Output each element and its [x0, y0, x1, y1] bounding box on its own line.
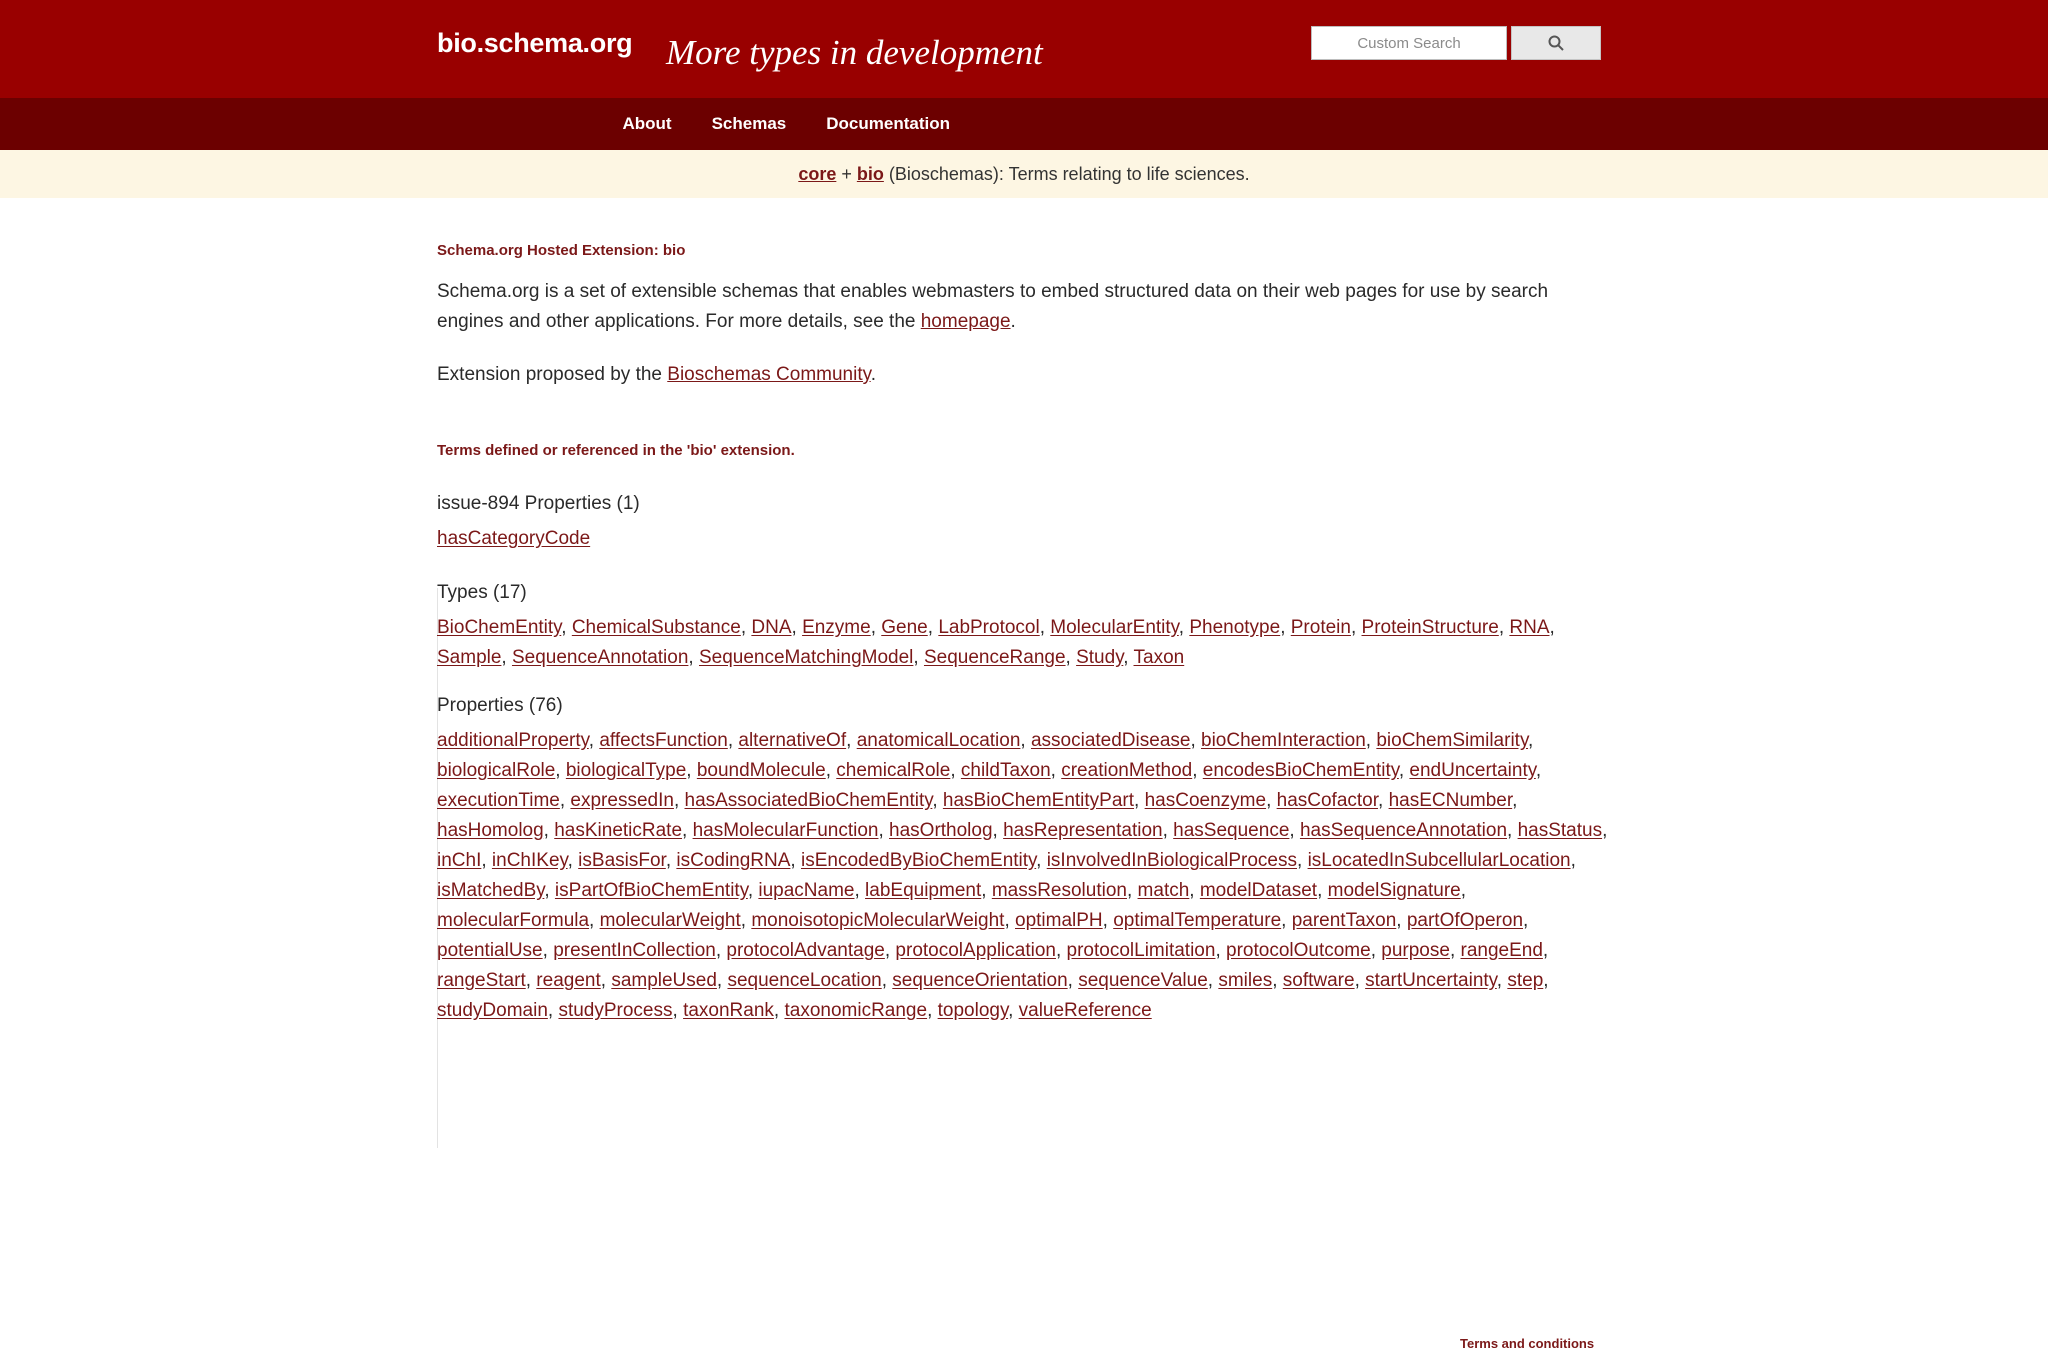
- term-link[interactable]: boundMolecule: [696, 760, 826, 781]
- terms-panel: [437, 442, 1617, 1048]
- term-separator: ,: [1378, 790, 1389, 811]
- terms-section-properties: [437, 695, 1617, 1026]
- term-link[interactable]: hasCofactor: [1276, 790, 1379, 811]
- term-separator: ,: [1055, 940, 1067, 961]
- search-form: [1311, 26, 1601, 60]
- term-link[interactable]: ProteinStructure: [1361, 617, 1499, 638]
- term-separator: ,: [1396, 910, 1407, 931]
- breadcrumb-link-bio[interactable]: bio: [856, 163, 884, 184]
- term-separator: ,: [1297, 850, 1308, 871]
- term-separator: ,: [673, 790, 685, 811]
- term-link-list-properties: [437, 726, 1617, 1026]
- term-separator: ,: [884, 940, 896, 961]
- term-link[interactable]: smiles: [1218, 970, 1273, 991]
- term-separator: ,: [1289, 820, 1300, 841]
- term-link[interactable]: match: [1137, 880, 1190, 901]
- term-link[interactable]: alternativeOf: [738, 730, 847, 751]
- term-separator: ,: [501, 647, 512, 668]
- section-title: issue-894 Properties (1): [437, 493, 640, 514]
- term-separator: ,: [1126, 880, 1138, 901]
- term-link[interactable]: hasOrtholog: [889, 820, 993, 841]
- term-separator: ,: [1528, 730, 1534, 751]
- term-separator: ,: [1543, 970, 1549, 991]
- section-title: Properties (76): [437, 695, 563, 716]
- term-link[interactable]: Gene: [881, 617, 928, 638]
- term-link[interactable]: reagent: [536, 970, 601, 991]
- term-link[interactable]: additionalProperty: [437, 730, 589, 751]
- term-separator: ,: [561, 617, 572, 638]
- term-link[interactable]: monoisotopicMolecularWeight: [751, 910, 1005, 931]
- term-separator: ,: [727, 730, 739, 751]
- breadcrumb-link-core[interactable]: core: [798, 163, 837, 184]
- term-link[interactable]: associatedDisease: [1030, 730, 1191, 751]
- term-link[interactable]: hasRepresentation: [1003, 820, 1163, 841]
- term-separator: ,: [589, 910, 600, 931]
- proposer-text: Extension proposed by the: [437, 364, 668, 385]
- term-separator: ,: [1535, 760, 1542, 781]
- term-separator: ,: [846, 730, 857, 751]
- term-link[interactable]: DNA: [751, 617, 792, 638]
- term-link[interactable]: childTaxon: [960, 760, 1051, 781]
- term-separator: ,: [567, 850, 579, 871]
- term-separator: ,: [1272, 970, 1283, 991]
- intro-paragraph-end: .: [1010, 311, 1016, 332]
- term-separator: ,: [600, 970, 612, 991]
- term-separator: ,: [1050, 760, 1062, 781]
- term-separator: ,: [559, 790, 571, 811]
- term-separator: ,: [1020, 730, 1031, 751]
- term-link[interactable]: SequenceAnnotation: [511, 647, 689, 668]
- term-link[interactable]: optimalPH: [1015, 910, 1103, 931]
- term-link[interactable]: modelDataset: [1199, 880, 1318, 901]
- term-separator: ,: [543, 820, 555, 841]
- term-separator: ,: [1570, 850, 1576, 871]
- nav-item-about[interactable]: About: [622, 114, 672, 133]
- term-link[interactable]: MolecularEntity: [1050, 617, 1179, 638]
- term-link[interactable]: chemicalRole: [836, 760, 951, 781]
- term-link[interactable]: labEquipment: [865, 880, 982, 901]
- term-separator: ,: [950, 760, 961, 781]
- term-link[interactable]: BioChemEntity: [437, 617, 562, 638]
- proposer-text-end: .: [870, 364, 876, 385]
- term-link[interactable]: expressedIn: [570, 790, 674, 811]
- term-separator: ,: [992, 820, 1004, 841]
- site-header: [0, 0, 2048, 98]
- term-separator: ,: [682, 820, 693, 841]
- term-link[interactable]: sequenceOrientation: [892, 970, 1068, 991]
- term-separator: ,: [1281, 910, 1292, 931]
- term-link[interactable]: biologicalType: [565, 760, 687, 781]
- term-separator: ,: [1189, 880, 1200, 901]
- term-link[interactable]: inChIKey: [491, 850, 568, 871]
- term-link[interactable]: optimalTemperature: [1113, 910, 1282, 931]
- nav-item-documentation[interactable]: Documentation: [826, 114, 950, 133]
- term-link[interactable]: Taxon: [1133, 647, 1185, 668]
- footer-note: Terms and conditions: [1460, 1336, 1595, 1351]
- term-link[interactable]: rangeEnd: [1460, 940, 1543, 961]
- term-separator: ,: [1460, 880, 1467, 901]
- term-separator: ,: [547, 1000, 559, 1021]
- search-input[interactable]: [1311, 26, 1507, 60]
- term-separator: ,: [870, 617, 882, 638]
- term-separator: ,: [1192, 760, 1203, 781]
- term-separator: ,: [688, 647, 699, 668]
- site-logo[interactable]: bio.schema.org: [437, 28, 633, 58]
- term-link[interactable]: studyDomain: [437, 1000, 548, 1021]
- term-separator: ,: [1549, 617, 1555, 638]
- term-link[interactable]: hasMolecularFunction: [692, 820, 879, 841]
- term-link[interactable]: protocolOutcome: [1226, 940, 1371, 961]
- term-separator: ,: [1350, 617, 1362, 638]
- homepage-link[interactable]: homepage: [920, 311, 1011, 332]
- section-title: Types (17): [437, 582, 527, 603]
- term-link[interactable]: inChI: [437, 850, 482, 871]
- term-separator: ,: [555, 760, 566, 781]
- term-link[interactable]: hasECNumber: [1388, 790, 1513, 811]
- breadcrumb-plus: +: [836, 163, 857, 184]
- term-separator: ,: [790, 850, 801, 871]
- term-link[interactable]: SequenceMatchingModel: [698, 647, 914, 668]
- term-separator: ,: [1602, 820, 1608, 841]
- term-separator: ,: [1498, 617, 1510, 638]
- term-separator: ,: [854, 880, 866, 901]
- term-link[interactable]: Sample: [437, 647, 502, 668]
- term-separator: ,: [481, 850, 492, 871]
- intro-block: [437, 242, 1657, 413]
- term-link[interactable]: startUncertainty: [1365, 970, 1497, 991]
- term-separator: ,: [544, 880, 555, 901]
- term-separator: ,: [791, 617, 803, 638]
- intro-paragraph-text: Schema.org is a set of extensible schemas that enables webmasters to embed structured data on their web pages for use by search engines and other applications. For more details, see the: [437, 281, 1549, 332]
- term-link[interactable]: RNA: [1509, 617, 1550, 638]
- term-separator: ,: [1036, 850, 1047, 871]
- term-link[interactable]: parentTaxon: [1291, 910, 1397, 931]
- term-link[interactable]: sequenceValue: [1078, 970, 1208, 991]
- term-link[interactable]: biologicalRole: [437, 760, 556, 781]
- term-separator: ,: [1398, 760, 1410, 781]
- term-separator: ,: [542, 940, 554, 961]
- term-link[interactable]: protocolAdvantage: [726, 940, 885, 961]
- term-link[interactable]: sampleUsed: [611, 970, 717, 991]
- term-separator: ,: [1162, 820, 1174, 841]
- term-link[interactable]: isLocatedInSubcellularLocation: [1307, 850, 1571, 871]
- term-link[interactable]: modelSignature: [1327, 880, 1461, 901]
- term-separator: ,: [747, 880, 759, 901]
- term-separator: ,: [1123, 647, 1134, 668]
- term-separator: ,: [1004, 910, 1015, 931]
- term-link[interactable]: encodesBioChemEntity: [1202, 760, 1399, 781]
- term-separator: ,: [1008, 1000, 1019, 1021]
- main-content: [0, 198, 2048, 1351]
- terms-section-types: [437, 582, 1617, 673]
- term-link[interactable]: partOfOperon: [1406, 910, 1524, 931]
- term-link[interactable]: executionTime: [437, 790, 560, 811]
- main-navbar: [0, 98, 2048, 150]
- terms-section-issue894: [437, 493, 1617, 554]
- term-link[interactable]: Protein: [1290, 617, 1351, 638]
- search-button[interactable]: [1511, 26, 1601, 60]
- terms-panel-header: Terms defined or referenced in the 'bio' extension.: [437, 442, 795, 459]
- term-link[interactable]: bioChemInteraction: [1201, 730, 1366, 751]
- term-separator: ,: [665, 850, 677, 871]
- term-link[interactable]: isCodingRNA: [676, 850, 791, 871]
- term-separator: ,: [740, 910, 752, 931]
- term-separator: ,: [1449, 940, 1461, 961]
- term-separator: ,: [1496, 970, 1508, 991]
- term-separator: ,: [1542, 940, 1549, 961]
- term-link[interactable]: presentInCollection: [553, 940, 716, 961]
- term-separator: ,: [715, 940, 727, 961]
- term-link[interactable]: affectsFunction: [599, 730, 728, 751]
- term-link[interactable]: taxonRank: [683, 1000, 774, 1021]
- term-separator: ,: [981, 880, 992, 901]
- term-link[interactable]: hasBioChemEntityPart: [942, 790, 1135, 811]
- term-link[interactable]: isInvolvedInBiologicalProcess: [1046, 850, 1297, 871]
- term-link[interactable]: hasKineticRate: [554, 820, 683, 841]
- term-separator: ,: [881, 970, 893, 991]
- term-link[interactable]: Study: [1076, 647, 1124, 668]
- term-separator: ,: [1067, 970, 1079, 991]
- term-separator: ,: [1039, 617, 1051, 638]
- term-link[interactable]: LabProtocol: [938, 617, 1040, 638]
- term-link[interactable]: hasAssociatedBioChemEntity: [684, 790, 933, 811]
- term-link[interactable]: studyProcess: [558, 1000, 673, 1021]
- term-separator: ,: [825, 760, 837, 781]
- term-link[interactable]: Enzyme: [802, 617, 871, 638]
- term-separator: ,: [927, 1000, 938, 1021]
- term-separator: ,: [740, 617, 752, 638]
- term-link[interactable]: molecularFormula: [437, 910, 590, 931]
- intro-paragraph: [437, 277, 1592, 337]
- term-link[interactable]: rangeStart: [437, 970, 526, 991]
- term-separator: ,: [1523, 910, 1529, 931]
- term-separator: ,: [672, 1000, 684, 1021]
- term-link[interactable]: molecularWeight: [599, 910, 741, 931]
- term-separator: ,: [878, 820, 890, 841]
- term-link[interactable]: isPartOfBioChemEntity: [554, 880, 748, 901]
- term-separator: ,: [773, 1000, 785, 1021]
- term-link[interactable]: anatomicalLocation: [856, 730, 1021, 751]
- term-link[interactable]: taxonomicRange: [784, 1000, 928, 1021]
- term-link[interactable]: isEncodedByBioChemEntity: [800, 850, 1037, 871]
- search-icon: [1547, 34, 1565, 52]
- term-separator: ,: [913, 647, 924, 668]
- term-link[interactable]: SequenceRange: [923, 647, 1066, 668]
- term-link[interactable]: endUncertainty: [1409, 760, 1536, 781]
- term-link[interactable]: hasSequenceAnnotation: [1299, 820, 1508, 841]
- term-link[interactable]: hasHomolog: [437, 820, 544, 841]
- term-separator: ,: [1190, 730, 1202, 751]
- slide-caption: More types in development: [666, 33, 1043, 72]
- term-link-list-types: [437, 613, 1617, 673]
- term-link[interactable]: creationMethod: [1061, 760, 1193, 781]
- breadcrumb-band: [0, 150, 2048, 198]
- term-link[interactable]: valueReference: [1018, 1000, 1152, 1021]
- term-link-list-issue894: [437, 524, 1617, 554]
- term-separator: ,: [1266, 790, 1277, 811]
- term-link[interactable]: protocolLimitation: [1066, 940, 1216, 961]
- term-link[interactable]: iupacName: [758, 880, 855, 901]
- extension-label: Schema.org Hosted Extension: bio: [437, 242, 686, 259]
- term-separator: ,: [1065, 647, 1077, 668]
- term-separator: ,: [588, 730, 600, 751]
- bioschemas-community-link[interactable]: Bioschemas Community: [667, 364, 871, 385]
- term-separator: ,: [1365, 730, 1377, 751]
- term-separator: ,: [1207, 970, 1219, 991]
- term-link[interactable]: hasCategoryCode: [437, 528, 591, 549]
- nav-items: [603, 98, 971, 150]
- term-separator: ,: [1134, 790, 1145, 811]
- term-separator: ,: [1215, 940, 1227, 961]
- nav-item-schemas[interactable]: Schemas: [711, 114, 787, 133]
- term-separator: ,: [1370, 940, 1382, 961]
- term-link[interactable]: isBasisFor: [578, 850, 666, 871]
- term-separator: ,: [1317, 880, 1328, 901]
- term-separator: ,: [1102, 910, 1114, 931]
- term-link[interactable]: step: [1507, 970, 1544, 991]
- term-separator: ,: [1512, 790, 1518, 811]
- term-link[interactable]: Phenotype: [1189, 617, 1281, 638]
- breadcrumb: [798, 164, 1249, 185]
- term-link[interactable]: ChemicalSubstance: [571, 617, 741, 638]
- term-separator: ,: [686, 760, 697, 781]
- term-separator: ,: [716, 970, 728, 991]
- term-separator: ,: [525, 970, 537, 991]
- term-link[interactable]: protocolApplication: [895, 940, 1056, 961]
- term-link[interactable]: purpose: [1381, 940, 1450, 961]
- proposer-paragraph: [437, 360, 1592, 390]
- term-link[interactable]: isMatchedBy: [437, 880, 545, 901]
- term-link[interactable]: hasStatus: [1517, 820, 1603, 841]
- term-separator: ,: [1507, 820, 1518, 841]
- term-link[interactable]: massResolution: [991, 880, 1127, 901]
- term-link[interactable]: potentialUse: [437, 940, 543, 961]
- breadcrumb-suffix: (Bioschemas): Terms relating to life sciences.: [883, 163, 1250, 184]
- term-separator: ,: [1280, 617, 1291, 638]
- term-separator: ,: [927, 617, 939, 638]
- term-link[interactable]: software: [1282, 970, 1355, 991]
- term-link[interactable]: bioChemSimilarity: [1376, 730, 1529, 751]
- term-link[interactable]: hasSequence: [1173, 820, 1290, 841]
- term-link[interactable]: hasCoenzyme: [1144, 790, 1267, 811]
- term-separator: ,: [1354, 970, 1366, 991]
- term-separator: ,: [932, 790, 943, 811]
- term-separator: ,: [1178, 617, 1190, 638]
- term-link[interactable]: topology: [937, 1000, 1009, 1021]
- term-link[interactable]: sequenceLocation: [727, 970, 882, 991]
